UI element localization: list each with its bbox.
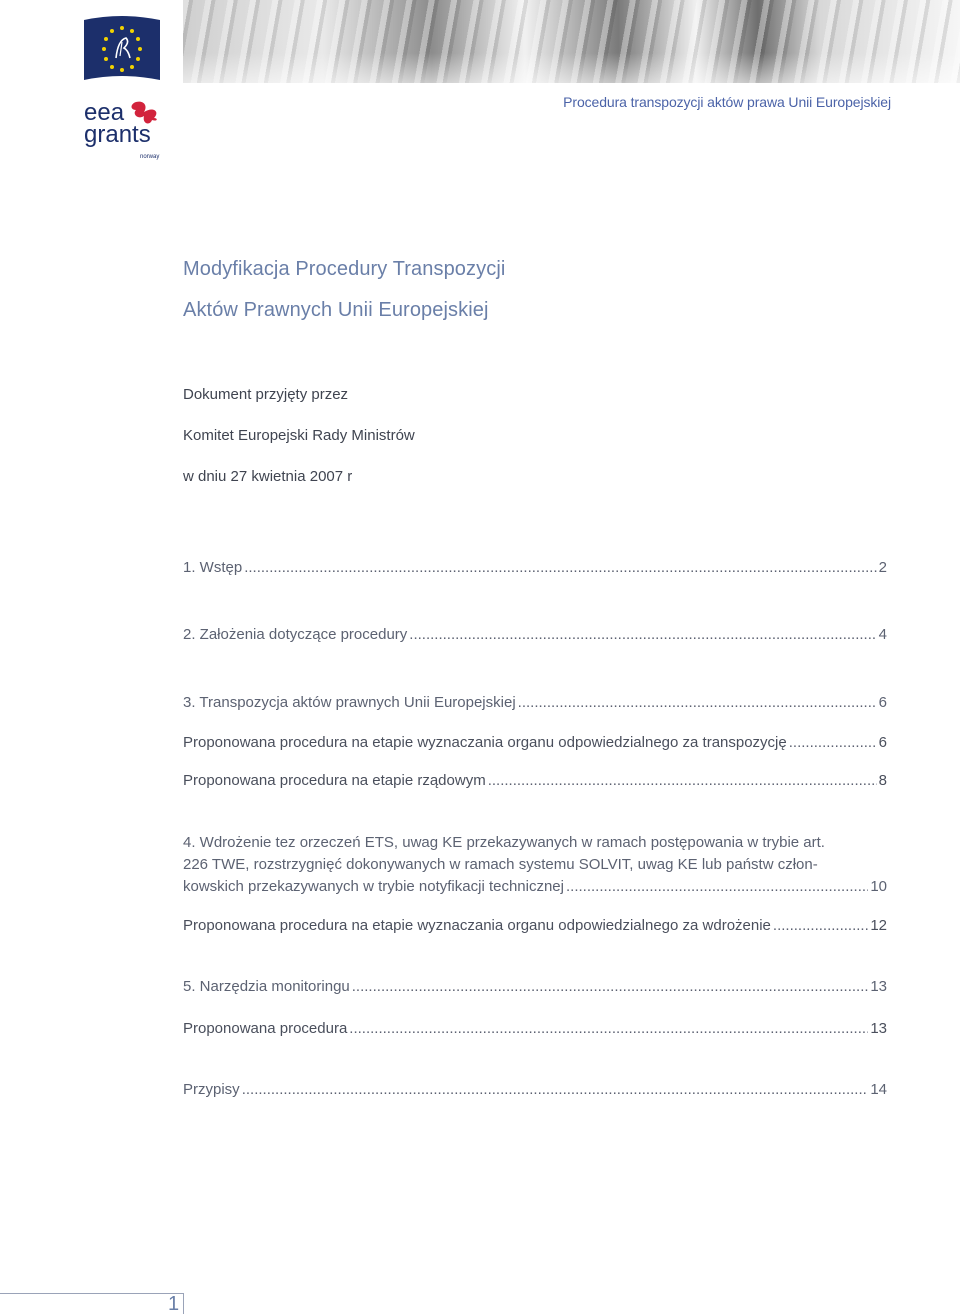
svg-text:eea: eea [84, 99, 125, 126]
toc-entry-3[interactable] [183, 694, 887, 711]
toc-leader-dots [409, 626, 876, 643]
toc-leader-dots [244, 559, 876, 576]
toc-entry-page: 13 [870, 1020, 887, 1037]
adopted-line2: Komitet Europejski Rady Ministrów [183, 427, 415, 444]
eu-flag-icon [82, 14, 162, 89]
toc-entry-label: Proponowana procedura na etapie rządowym [183, 772, 486, 789]
toc-entry-label: 2. Założenia dotyczące procedury [183, 626, 408, 643]
toc-entry-3a[interactable] [183, 734, 887, 751]
toc-entry-label: 1. Wstęp [183, 559, 243, 576]
adopted-line1: Dokument przyjęty przez [183, 386, 349, 403]
footer-vertical-line [183, 1293, 184, 1314]
toc-leader-dots [488, 772, 877, 789]
toc-entry-4a[interactable] [183, 917, 887, 934]
page-number: 1 [168, 1293, 180, 1315]
toc-entry-label: Proponowana procedura na etapie wyznaczania organu odpowiedzialnego za wdrożenie [183, 917, 771, 934]
toc-entry-label-line2: 226 TWE, rozstrzygnięć dokonywanych w ramach systemu SOLVIT, uwag KE lub państw człon- [183, 856, 818, 873]
toc-entry-label-line1: 4. Wdrożenie tez orzeczeń ETS, uwag KE przekazywanych w ramach postępowania w trybie art. [183, 834, 825, 851]
header-photo-band [183, 0, 960, 83]
toc-entry-4[interactable] [183, 832, 887, 898]
toc-leader-dots [566, 876, 868, 898]
toc-leader-dots [352, 978, 869, 995]
running-header: Procedura transpozycji aktów prawa Unii Europejskiej [563, 94, 891, 110]
toc-entry-page: 6 [878, 734, 887, 751]
footer-divider-line [0, 1293, 183, 1294]
toc-entry-page: 14 [870, 1081, 887, 1098]
eea-grants-logo [84, 98, 164, 167]
toc-entry-5a[interactable] [183, 1020, 887, 1037]
toc-entry-2[interactable] [183, 626, 887, 643]
toc-entry-page: 8 [878, 772, 887, 789]
toc-leader-dots [349, 1020, 868, 1037]
toc-entry-page: 10 [870, 878, 887, 895]
toc-entry-page: 12 [870, 917, 887, 934]
svg-text:norway: norway [140, 154, 160, 160]
adopted-line3: w dniu 27 kwietnia 2007 r [183, 468, 353, 485]
toc-entry-label: Proponowana procedura [183, 1020, 348, 1037]
toc-entry-label: 3. Transpozycja aktów prawnych Unii Europejskiej [183, 694, 516, 711]
toc-entry-label-line3: kowskich przekazywanych w trybie notyfikacji technicznej [183, 878, 564, 895]
toc-leader-dots [518, 694, 877, 711]
document-title-line2: Aktów Prawnych Unii Europejskiej [183, 299, 489, 321]
toc-leader-dots [789, 734, 877, 751]
toc-entry-3b[interactable] [183, 772, 887, 789]
toc-entry-page: 2 [878, 559, 887, 576]
toc-entry-page: 13 [870, 978, 887, 995]
toc-entry-label: Przypisy [183, 1081, 240, 1098]
document-title-line1: Modyfikacja Procedury Transpozycji [183, 258, 506, 280]
toc-entry-5[interactable] [183, 978, 887, 995]
toc-entry-label: 5. Narzędzia monitoringu [183, 978, 350, 995]
toc-entry-1[interactable] [183, 559, 887, 576]
svg-text:grants: grants [84, 121, 151, 148]
toc-entry-label: Proponowana procedura na etapie wyznaczania organu odpowiedzialnego za transpozycję [183, 734, 787, 751]
toc-entry-6[interactable] [183, 1081, 887, 1098]
toc-leader-dots [773, 917, 868, 934]
toc-leader-dots [242, 1081, 869, 1098]
toc-entry-page: 6 [878, 694, 887, 711]
toc-entry-page: 4 [878, 626, 887, 643]
